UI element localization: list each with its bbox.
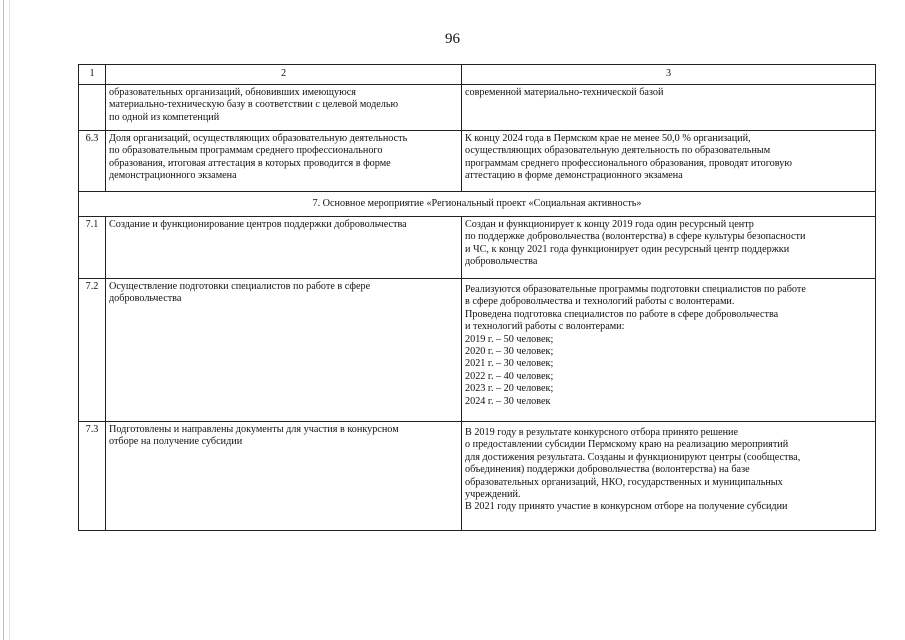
row-result-text: К концу 2024 года в Пермском крае не менее 50,0 % организаций, осуществляющих образовательную деятельность по образовательным программам среднего профессионального образования, проводят итоговую аттестацию в форме демонстрационного экзамена (462, 131, 876, 192)
table-row (79, 279, 876, 422)
row-number: 7.2 (79, 279, 106, 422)
scan-edge-line-faint (9, 0, 10, 640)
table-row (79, 217, 876, 279)
row-number: 6.3 (79, 131, 106, 192)
column-header-2: 2 (106, 65, 462, 85)
row-indicator-text: Создание и функционирование центров поддержки добровольчества (106, 217, 462, 279)
row-indicator-text: Подготовлены и направлены документы для участия в конкурсном отборе на получение субсидии (106, 422, 462, 531)
column-header-1: 1 (79, 65, 106, 85)
row-number: 7.3 (79, 422, 106, 531)
scan-edge-line (3, 0, 4, 640)
column-header-3: 3 (462, 65, 876, 85)
row-number: 7.1 (79, 217, 106, 279)
table-row (79, 85, 876, 131)
section-title: 7. Основное мероприятие «Региональный проект «Социальная активность» (79, 192, 876, 217)
row-result-text: В 2019 году в результате конкурсного отбора принято решение о предоставлении субсидии Пермскому краю на реализацию мероприятий для достижения результата. Созданы и функционируют центры (сообщества, объединения) поддержки добровольчества (волонтерства) на базе образовательных организаций, НКО, государственных и муниципальных учреждений. В 2021 году принято участие в конкурсном отборе на получение субсидии (462, 422, 876, 531)
table-header-row (79, 65, 876, 85)
row-result-text: современной материально-технической базой (462, 85, 876, 131)
row-number (79, 85, 106, 131)
results-table (78, 64, 876, 531)
table-row (79, 422, 876, 531)
row-result-text: Создан и функционирует к концу 2019 года один ресурсный центр по поддержке добровольчества (волонтерства) в сфере культуры безопасности и ЧС, к концу 2021 года функционирует один ресурсный центр поддержки добровольчества (462, 217, 876, 279)
page-number: 96 (445, 31, 460, 47)
row-result-text: Реализуются образовательные программы подготовки специалистов по работе в сфере добровольчества и технологий работы с волонтерами. Проведена подготовка специалистов по работе в сфере добровольчества и технологий работы с волонтерами: 2019 г. – 50 человек; 2020 г. – 30 человек; 2021 г. – 30 человек; 2022 г. – 40 человек; 2023 г. – 20 человек; 2024 г. – 30 человек (462, 279, 876, 422)
table-row (79, 131, 876, 192)
row-indicator-text: Доля организаций, осуществляющих образовательную деятельность по образовательным программам среднего профессионального образования, итоговая аттестация в которых проводится в форме демонстрационного экзамена (106, 131, 462, 192)
section-header-row (79, 192, 876, 217)
row-indicator-text: образовательных организаций, обновивших имеющуюся материально-техническую базу в соответствии с целевой моделью по одной из компетенций (106, 85, 462, 131)
row-indicator-text: Осуществление подготовки специалистов по работе в сфере добровольчества (106, 279, 462, 422)
